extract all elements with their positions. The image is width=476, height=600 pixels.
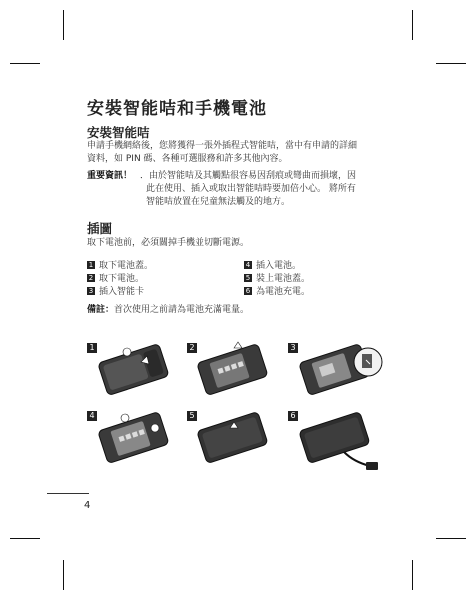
page-title: 安裝智能咭和手機電池 [87, 99, 267, 119]
note [87, 304, 249, 317]
step-3 [87, 284, 144, 297]
figure-2-remove-battery [194, 338, 274, 398]
step-number: 5 [245, 274, 251, 282]
figure-1-remove-cover [95, 338, 175, 398]
crop-mark [436, 538, 466, 539]
figure-label-3: 3 [288, 343, 298, 353]
crop-mark [10, 63, 40, 64]
important-line-2: 此在使用、插入或取出智能咭時要加倍小心。 將所有 [146, 184, 356, 194]
figure-label-4: 4 [87, 411, 97, 421]
important-line-3: 智能咭放置在兒童無法觸及的地方。 [146, 197, 291, 207]
step-2 [87, 271, 144, 284]
step-text: 插入智能卡 [99, 287, 145, 297]
step-1 [87, 258, 153, 271]
crop-mark [436, 63, 466, 64]
footer-rule [47, 493, 89, 494]
figure-label-6: 6 [288, 411, 298, 421]
figure-label-2: 2 [187, 343, 197, 353]
section-heading-illustration: 插圖 [87, 221, 113, 236]
crop-mark [10, 538, 40, 539]
step-text: 為電池充電。 [256, 287, 311, 297]
illustration-intro: 取下電池前，必須關掉手機並切斷電源。 [87, 238, 250, 248]
crop-mark [412, 10, 413, 40]
step-text: 取下電池蓋。 [99, 261, 154, 271]
step-number: 1 [88, 261, 94, 269]
step-text: 取下電池。 [99, 274, 145, 284]
figure-6-charge [296, 406, 386, 476]
sim-paragraph-line-1: 申請手機網絡後，您將獲得一張外插程式智能咭，當中有申請的詳細 [87, 141, 358, 151]
crop-mark [63, 10, 64, 40]
crop-mark [412, 560, 413, 590]
figure-label-1: 1 [87, 343, 97, 353]
crop-mark [63, 560, 64, 590]
figure-5-replace-cover [194, 406, 274, 466]
step-number: 4 [245, 261, 251, 269]
section-heading-sim: 安裝智能咭 [87, 125, 150, 140]
step-number: 2 [88, 274, 94, 282]
note-label: 備註： [87, 305, 115, 315]
step-text: 裝上電池蓋。 [256, 274, 311, 284]
note-text: 首次使用之前請為電池充滿電量。 [114, 305, 250, 315]
step-number: 6 [245, 287, 251, 295]
figure-3-insert-sim [296, 338, 386, 398]
page-number: 4 [84, 500, 91, 511]
important-label [87, 170, 132, 183]
step-6 [244, 284, 310, 297]
step-text: 插入電池。 [256, 261, 302, 271]
step-4 [244, 258, 301, 271]
figure-label-5: 5 [187, 411, 197, 421]
important-label-text: 重要資訊！ [87, 171, 133, 181]
figure-4-insert-battery [95, 406, 175, 466]
step-5 [244, 271, 310, 284]
step-number: 3 [88, 287, 94, 295]
important-line-1: ．由於智能咭及其觸點很容易因刮痕或彎曲而損壞，因 [140, 171, 357, 181]
sim-paragraph-line-2: 資料，如 PIN 碼、各種可選服務和許多其他內容。 [87, 154, 288, 164]
